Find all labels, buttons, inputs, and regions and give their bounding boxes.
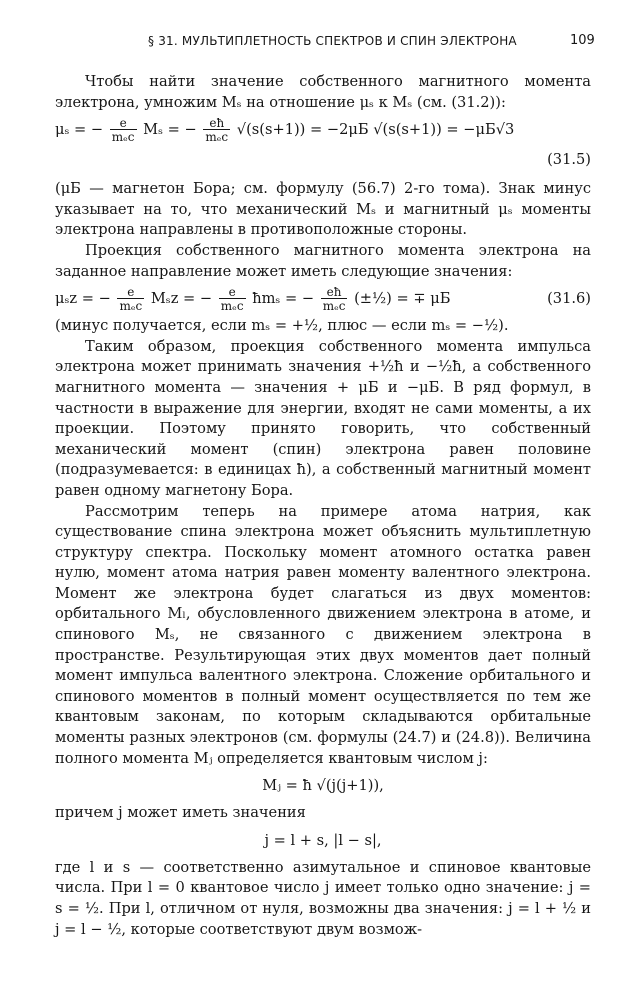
equation-total-momentum: Mⱼ = ħ √(j(j+1)), — [262, 777, 384, 795]
eq1-part-c: √(s(s+1)) = −2μБ √(s(s+1)) = −μБ√3 — [236, 121, 515, 139]
eq2-fraction-1: $\frac{e}{\text{mₑc}}$ — [119, 285, 143, 314]
eq2-fraction-3: $\frac{eħ}{\text{mₑc}}$ — [322, 285, 346, 314]
body-text — [55, 72, 591, 940]
eq1-part-a: μₛ = − — [55, 121, 104, 139]
section-title: § 31. МУЛЬТИПЛЕТНОСТЬ СПЕКТРОВ И СПИН ЭЛЕКТРОНА — [148, 34, 517, 48]
eq2-part-a: μₛz = − — [55, 290, 111, 308]
page-number: 109 — [570, 33, 595, 48]
paragraph-4: (минус получается, если mₛ = +½, плюс — если mₛ = −½). — [55, 317, 509, 335]
eq1-part-b: Mₛ = − — [143, 121, 197, 139]
paragraph-6: Рассмотрим теперь на примере атома натрия, как существование спина электрона может объяснить мультиплетную структуру спектра. Поскольку момент атомного остатка равен нулю, момент атома натрия равен моменту валентного электрона. Момент же электрона будет слагаться из двух моментов: орбитального Mₗ, обусловленного движением электрона в атоме, и спинового Mₛ, не связанного с движением электрона в пространстве. Результирующая этих двух моментов дает полный момент импульса валентного электрона. Сложение орбитального и спинового моментов в полный момент осуществляется по тем же квантовым законам, по которым складываются орбитальные моменты разных электронов (см. формулы (24.7) и (24.8)). Величина полного момента Mⱼ определяется квантовым числом j: — [55, 502, 591, 767]
paragraph-8: где l и s — соответственно азимутальное и спиновое квантовые числа. При l = 0 квантовое число j имеет только одно значение: j = s = ½. При l, отличном от нуля, возможны два значения: j = l + ½ и j = l − ½, которые соответствуют двум возмож- — [55, 858, 591, 938]
equation-j-values: j = l + s, |l − s|, — [264, 831, 382, 849]
eq1-fraction-1: $\frac{e}{\text{mₑc}}$ — [111, 116, 135, 145]
eq2-part-c: ħmₛ = − — [252, 290, 315, 308]
paragraph-2: (μБ — магнетон Бора; см. формулу (56.7) 2-го тома). Знак минус указывает на то, что механический Mₛ и магнитный μₛ моменты электрона направлены в противоположные стороны. — [55, 180, 591, 239]
paragraph-3: Проекция собственного магнитного момента электрона на заданное направление может иметь следующие значения: — [55, 241, 591, 280]
eq2-part-b: Mₛz = − — [150, 290, 213, 308]
equation-31-6 — [55, 284, 591, 314]
paragraph-1: Чтобы найти значение собственного магнитного момента электрона, умножим Mₛ на отношение μₛ к Mₛ (см. (31.2)): — [55, 73, 591, 111]
paragraph-5: Таким образом, проекция собственного момента импульса электрона может принимать значения +½ħ и −½ħ, а собственного магнитного момента — значения + μБ и −μБ. В ряд формул, в частности в выражение для энергии, входят не сами моменты, а их проекции. Поэтому принято говорить, что собственный механический момент (спин) электрона равен половине (подразумевается: в единицах ħ), а собственный магнитный момент равен одному магнетону Бора. — [55, 337, 591, 499]
paragraph-7: причем j может иметь значения — [55, 804, 306, 822]
eq2-part-d: (±½) = ∓ μБ — [354, 290, 451, 308]
equation-number-31-6: (31.6) — [547, 290, 591, 308]
eq1-fraction-2: $\frac{eħ}{\text{mₑc}}$ — [205, 116, 229, 145]
equation-31-5 — [55, 115, 591, 145]
running-header — [0, 34, 629, 56]
eq2-fraction-2: $\frac{e}{\text{mₑc}}$ — [220, 285, 244, 314]
equation-number-31-5: (31.5) — [547, 151, 591, 169]
